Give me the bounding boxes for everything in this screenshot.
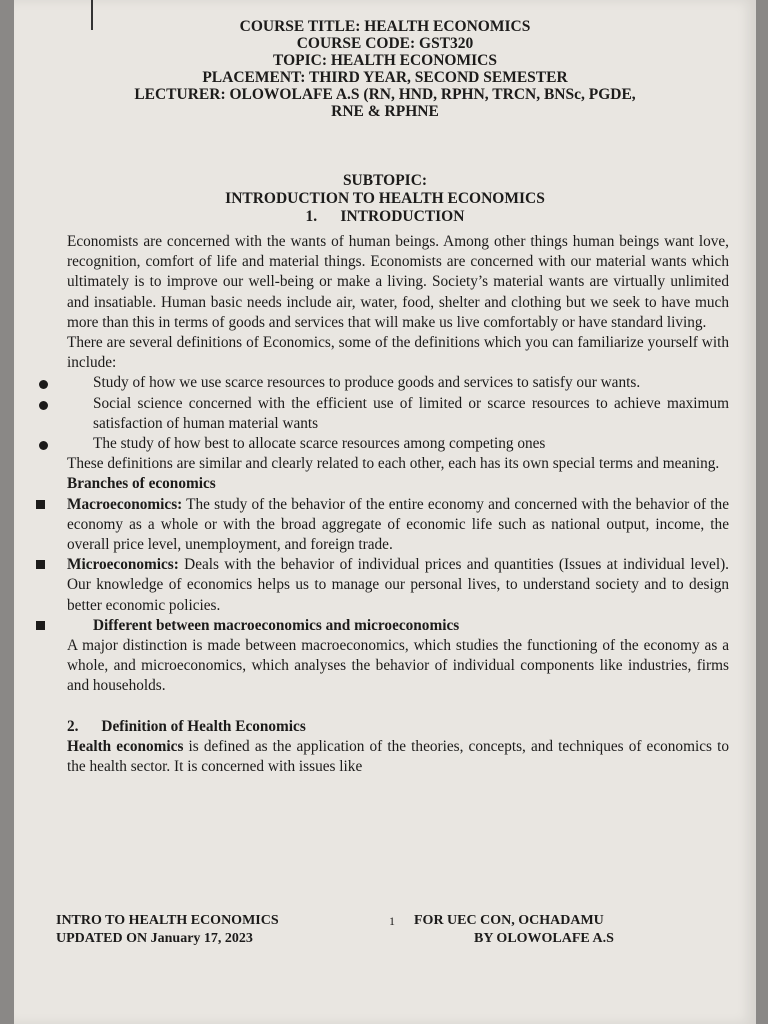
bullet-square: [36, 621, 45, 630]
document-body: [67, 232, 729, 777]
course-code: COURSE CODE: GST320: [296, 35, 474, 52]
definition-item: The study of how best to allocate scarce resources among competing ones: [67, 434, 729, 454]
lecturer-credentials: RNE & RPHNE: [331, 103, 439, 120]
placement: PLACEMENT: THIRD YEAR, SECOND SEMESTER: [202, 69, 568, 86]
section-1-heading: 1. INTRODUCTION: [305, 208, 465, 225]
definitions-summary: These definitions are similar and clearly related to each other, each has its own special terms and meaning.: [67, 455, 720, 473]
course-title: COURSE TITLE: HEALTH ECONOMICS: [239, 18, 531, 35]
bullet-square: [36, 560, 45, 569]
bullet-dot: [39, 380, 48, 389]
document-page: [14, 0, 756, 1024]
intro-paragraph: Economists are concerned with the wants of human beings. Among other things human beings want love, recognition, comfort of life and material things. Economists are concerned with our material wants which ultimately is to improve our well-being or make a living. Society’s material wants are virtually unlimited and insatiable. Human basic needs include air, water, food, shelter and clothing but we seek to have much more than this in terms of goods and services that will make us live comfortably or have standard living.: [67, 233, 729, 331]
definition-item: Social science concerned with the efficient use of limited or scarce resources to achieve maximum satisfaction of human material wants: [67, 394, 729, 434]
subtopic-title: INTRODUCTION TO HEALTH ECONOMICS: [225, 190, 545, 207]
branches-heading: Branches of economics: [67, 475, 216, 493]
difference-heading: Different between macroeconomics and microeconomics: [67, 616, 729, 636]
macroeconomics-item: Macroeconomics: The study of the behavior of the entire economy and concerned with the behavior of the economy as a whole or with the broad aggregate of economic life such as national output, income, the overall price level, unemployment, and foreign trade.: [67, 495, 729, 556]
definition-item: Study of how we use scarce resources to produce goods and services to satisfy our wants.: [67, 373, 729, 393]
topic: TOPIC: HEALTH ECONOMICS: [273, 52, 497, 69]
difference-text: A major distinction is made between macroeconomics, which studies the functioning of the economy as a whole, and microeconomics, which analyses the behavior of individual components like industries, firms and households.: [67, 637, 729, 695]
health-economics-definition: Health economics is defined as the application of the theories, concepts, and techniques of economics to the health sector. It is concerned with issues like: [67, 737, 729, 776]
lecturer: LECTURER: OLOWOLAFE A.S (RN, HND, RPHN, TRCN, BNSc, PGDE,: [134, 86, 636, 103]
bullet-dot: [39, 401, 48, 410]
bullet-square: [36, 500, 45, 509]
bullet-dot: [39, 441, 48, 450]
footer-right: FOR UEC CON, OCHADAMU BY OLOWOLAFE A.S: [414, 913, 614, 946]
microeconomics-term: Microeconomics:: [67, 556, 179, 574]
course-header: [14, 18, 756, 120]
definitions-intro: There are several definitions of Economics, some of the definitions which you can familiarize yourself with include:: [67, 334, 729, 372]
subtopic-label: SUBTOPIC:: [342, 172, 428, 189]
subtopic-block: [14, 172, 756, 226]
section-2-heading: 2. Definition of Health Economics: [67, 717, 306, 735]
microeconomics-item: Microeconomics: Deals with the behavior of individual prices and quantities (Issues at individual level). Our knowledge of economics helps us to manage our personal lives, to understand society and to design better economic policies.: [67, 555, 729, 616]
footer-left: INTRO TO HEALTH ECONOMICS UPDATED ON January 17, 2023: [56, 913, 279, 946]
page-number: 1: [389, 914, 395, 928]
macroeconomics-term: Macroeconomics:: [67, 495, 183, 513]
